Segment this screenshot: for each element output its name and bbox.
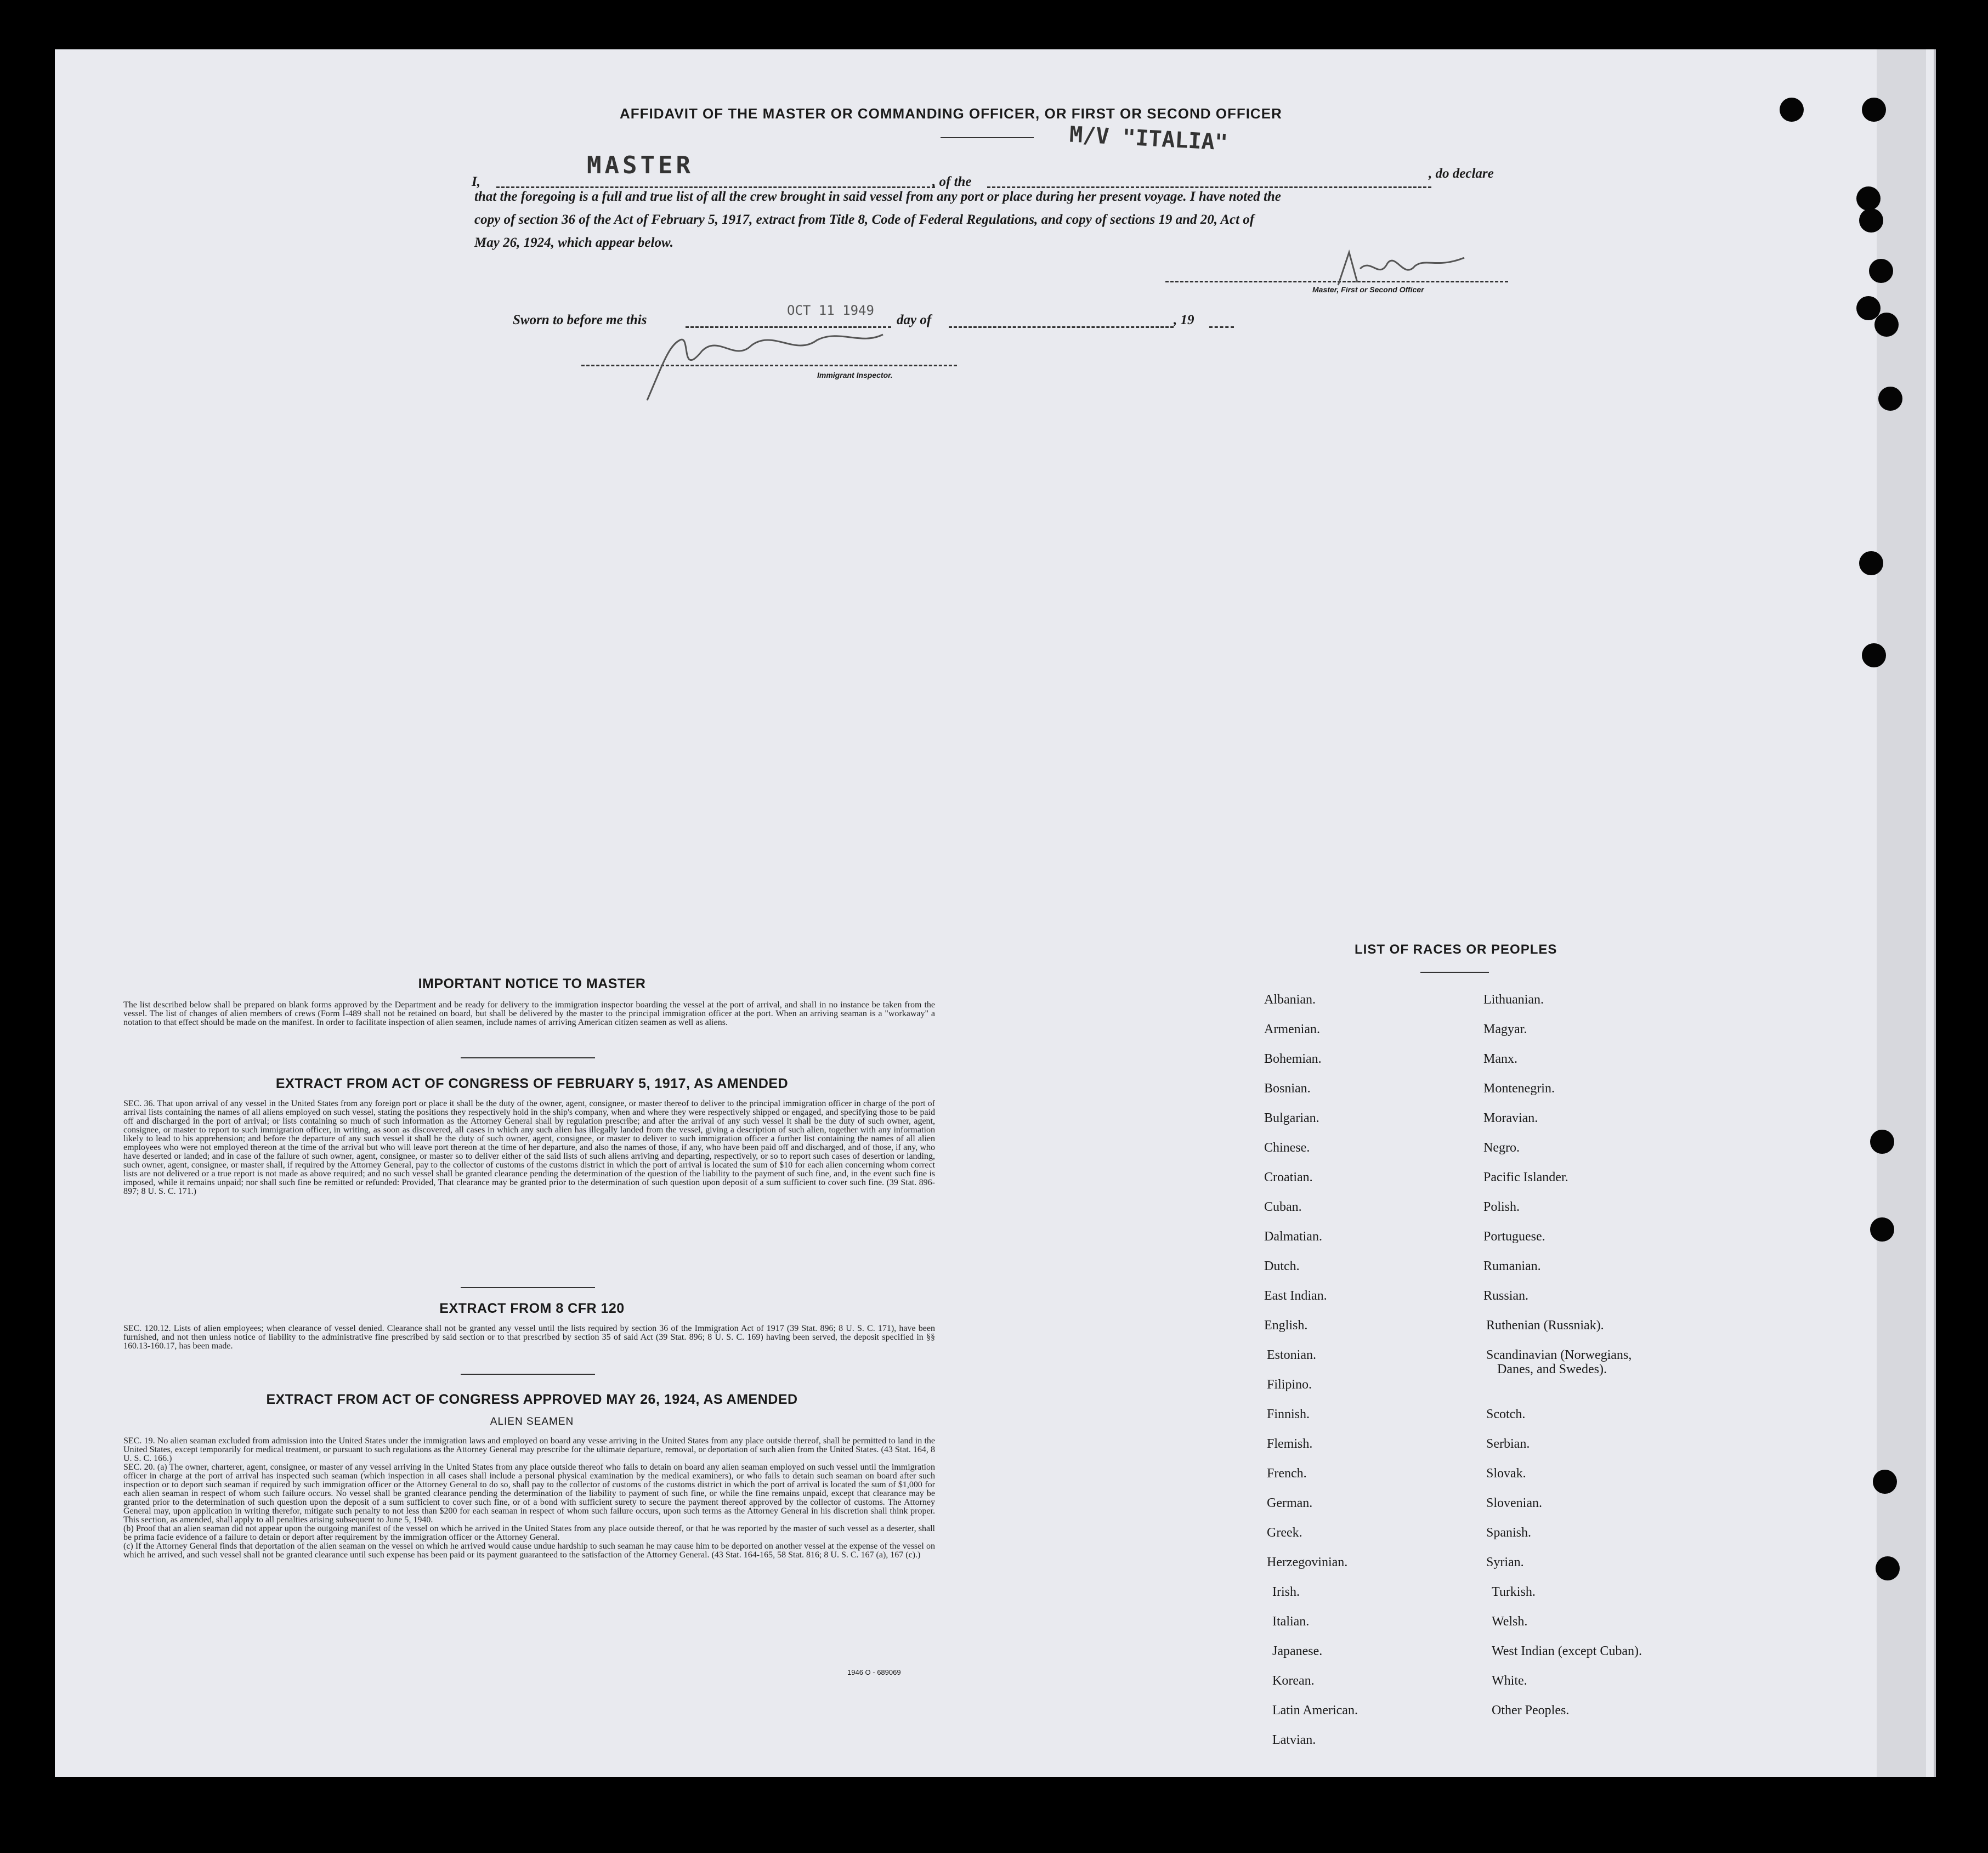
race-item: Spanish. xyxy=(1486,1526,1532,1540)
extract-1917-title: EXTRACT FROM ACT OF CONGRESS OF FEBRUARY 5, 1917, AS AMENDED xyxy=(275,1076,789,1091)
extract-1924-body xyxy=(123,1437,935,1560)
punch-hole xyxy=(1862,643,1886,667)
race-item: Rumanian. xyxy=(1483,1259,1541,1273)
race-item: Scotch. xyxy=(1486,1407,1526,1421)
of-the-label: , of the xyxy=(932,174,972,189)
race-item: Cuban. xyxy=(1264,1200,1302,1214)
race-item: Turkish. xyxy=(1492,1585,1536,1599)
race-item: Chinese. xyxy=(1264,1141,1310,1155)
race-item: East Indian. xyxy=(1264,1289,1327,1303)
race-item: Moravian. xyxy=(1483,1111,1538,1125)
sec-20c-text: (c) If the Attorney General finds that deportation of the alien seaman on the vessel on which he arrived would cause undue hardship to such seaman he may cause him to be deported on another vessel at the expense of the vessel on which he arrived, and such vessel shall not be granted clearance until such expense has been paid or its payment guaranteed to the satisfaction of the Attorney General. (43 Stat. 164-165, 58 Stat. 816; 8 U. S. C. 167 (a), 167 (c).) xyxy=(123,1542,935,1560)
race-item: Latin American. xyxy=(1272,1703,1358,1718)
sworn-label: Sworn to before me this xyxy=(513,313,647,327)
race-item: Scandinavian (Norwegians, xyxy=(1486,1348,1632,1362)
notice-title: IMPORTANT NOTICE TO MASTER xyxy=(418,976,646,991)
race-item: Greek. xyxy=(1267,1526,1302,1540)
race-item: Bosnian. xyxy=(1264,1081,1311,1096)
race-item: West Indian (except Cuban). xyxy=(1492,1644,1642,1658)
race-item: Welsh. xyxy=(1492,1614,1528,1629)
race-item: Negro. xyxy=(1483,1141,1520,1155)
race-item: Dutch. xyxy=(1264,1259,1300,1273)
extract-1924-subtitle: ALIEN SEAMEN xyxy=(490,1416,574,1427)
race-item: Montenegrin. xyxy=(1483,1081,1555,1096)
race-item: Latvian. xyxy=(1272,1733,1316,1747)
punch-hole xyxy=(1856,186,1881,211)
race-item: White. xyxy=(1492,1674,1527,1688)
race-item: Serbian. xyxy=(1486,1437,1530,1451)
declaration-line-4: May 26, 1924, which appear below. xyxy=(474,235,673,250)
inspector-caption: Immigrant Inspector. xyxy=(817,371,893,379)
print-code: 1946 O - 689069 xyxy=(847,1668,901,1676)
race-item: Manx. xyxy=(1483,1052,1517,1066)
race-item: Danes, and Swedes). xyxy=(1497,1362,1607,1376)
punch-hole xyxy=(1780,98,1804,122)
race-item: English. xyxy=(1264,1318,1308,1333)
do-declare-label: , do declare xyxy=(1429,166,1494,181)
i-label: I, xyxy=(472,174,480,189)
race-item: Russian. xyxy=(1483,1289,1529,1303)
punch-hole xyxy=(1873,1470,1897,1494)
race-item: Estonian. xyxy=(1267,1348,1316,1362)
race-item: Polish. xyxy=(1483,1200,1520,1214)
race-item: Armenian. xyxy=(1264,1022,1320,1036)
race-item: Japanese. xyxy=(1272,1644,1323,1658)
race-item: Slovenian. xyxy=(1486,1496,1542,1510)
punch-hole xyxy=(1869,259,1893,283)
race-item: Bohemian. xyxy=(1264,1052,1322,1066)
affidavit-title: AFFIDAVIT OF THE MASTER OR COMMANDING OFFICER, OR FIRST OR SECOND OFFICER xyxy=(620,105,1282,122)
race-item: Filipino. xyxy=(1267,1378,1312,1392)
race-item: Flemish. xyxy=(1267,1437,1313,1451)
races-title: LIST OF RACES OR PEOPLES xyxy=(1355,942,1557,957)
extract-1924-title: EXTRACT FROM ACT OF CONGRESS APPROVED MAY 26, 1924, AS AMENDED xyxy=(266,1392,798,1407)
race-item: Bulgarian. xyxy=(1264,1111,1319,1125)
punch-hole xyxy=(1878,387,1902,411)
race-item: Other Peoples. xyxy=(1492,1703,1570,1718)
race-item: Croatian. xyxy=(1264,1170,1313,1185)
extract-cfr-title: EXTRACT FROM 8 CFR 120 xyxy=(439,1301,625,1316)
punch-hole xyxy=(1862,98,1886,122)
inspector-signature xyxy=(631,313,894,406)
divider xyxy=(461,1374,595,1375)
day-of-label: day of xyxy=(897,313,932,327)
extract-cfr-body: SEC. 120.12. Lists of alien employees; when clearance of vessel denied. Clearance shall not be granted any vessel until the lists required by section 36 of the Immigration Act of 1917 (39 Stat. 896; 8 U. S. C. 171), have been furnished, and not then unless notice of liability to the administrative fine prescribed by said section or to that prescribed by section 35 of said Act (39 Stat. 896; 8 U. S. C. 169) having been served, the deposit specified in §§ 160.13-160.17, has been made. xyxy=(123,1324,935,1351)
signer-caption: Master, First or Second Officer xyxy=(1312,285,1424,294)
declaration-line-2: that the foregoing is a full and true list of all the crew brought in said vessel from any port or place during her present voyage. I have noted the xyxy=(474,189,1281,204)
race-item: Portuguese. xyxy=(1483,1229,1545,1244)
notice-body: The list described below shall be prepared on blank forms approved by the Department and be ready for delivery to the immigration inspector boarding the vessel at the port of arrival, and shall in no instance be taken from the vessel. The list of changes of alien members of crews (Form I-489 shall not be retained on board, but shall be delivered by the master to the principal immigration officer at the port. When an arriving seaman is a "workaway" a notation to that effect should be made on the manifest. In order to facilitate inspection of alien seamen, include names of arriving American citizen seamen as well as aliens. xyxy=(123,1000,935,1027)
race-item: Dalmatian. xyxy=(1264,1229,1322,1244)
race-item: Slovak. xyxy=(1486,1466,1526,1481)
race-item: Irish. xyxy=(1272,1585,1300,1599)
race-item: French. xyxy=(1267,1466,1307,1481)
year-line xyxy=(1209,326,1234,328)
race-item: Herzegovinian. xyxy=(1267,1555,1348,1569)
name-line xyxy=(496,186,935,188)
sec-20a-text: SEC. 20. (a) The owner, charterer, agent, consignee, or master of any vessel arriving in the United States from any place outside thereof who fails to detain on board any alien seaman employed on such vessel until the immigration officer in charge at the port of arrival has inspected such seaman (which inspection in all cases shall include a personal physical examination by the medical examiners), or who fails to detain such seaman on board after such inspection or to deport such seaman if required by such immigration officer or the Attorney General to do so, shall pay to the collector of customs of the customs district in which the port of arrival is located the sum of $1,000 for each alien seaman in respect of whom such failure occurs. No vessel shall be granted clearance pending the determination of the liability to payment of such fine, or while the fine remains unpaid, except that clearance may be granted prior to the determination of such question upon the deposit of a sum sufficient to cover such fine, or of a bond with sufficient surety to secure the payment thereof approved by the collector of customs. The Attorney General may, upon application in writing therefor, mitigate such penalty to not less than $200 for each seaman in respect of whom such failure occurs, upon such terms as the Attorney General in his discretion shall think proper. This section, as amended, shall apply to all penalties arising subsequent to June 5, 1940. xyxy=(123,1463,935,1525)
punch-hole xyxy=(1859,208,1883,233)
vessel-stamp: M/V "ITALIA" xyxy=(1068,122,1228,156)
vessel-line xyxy=(987,186,1431,188)
month-line xyxy=(949,326,1174,328)
race-item: Pacific Islander. xyxy=(1483,1170,1568,1185)
punch-hole xyxy=(1874,313,1899,337)
sec-19-text: SEC. 19. No alien seaman excluded from admission into the United States under the immigration laws and employed on board any vesse arriving in the United States from any place outside thereof, shall be permitted to land in the United States, except temporarily for medical treatment, or pursuant to such regulations as the Attorney General may prescribe for the ultimate departure, removal, or deportation of such alien from the United States. (43 Stat. 164, 8 U. S. C. 166.) xyxy=(123,1436,935,1463)
page-edge xyxy=(1877,49,1926,1777)
declaration-line-3: copy of section 36 of the Act of February 5, 1917, extract from Title 8, Code of Federal Regulations, and copy of sections 19 and 20, Act of xyxy=(474,212,1255,227)
race-item: Magyar. xyxy=(1483,1022,1527,1036)
race-item: Syrian. xyxy=(1486,1555,1524,1569)
race-item: Korean. xyxy=(1272,1674,1315,1688)
extract-1917-body: SEC. 36. That upon arrival of any vessel in the United States from any foreign port or place it shall be the duty of the owner, agent, consignee, or master thereof to deliver to the principal immigration officer in charge of the port of arrival lists containing the names of all aliens employed on such vessel, stating the positions they respectively hold in the ship's company, when and where they were respectively shipped or engaged, and specifying those to be paid off and discharged in the port of arrival; or lists containing so much of such information as the Attorney General shall by regulation prescribe; and after the arrival of any such vessel it shall be the duty of such owner, agent, consignee, or master to report to such immigration officer, in writing, as soon as discovered, all cases in which any such alien has illegally landed from the vessel, giving a description of such alien, together with any information likely to lead to his apprehension; and before the departure of any such vessel it shall be the duty of such owner, agent, consignee, or master to deliver to such immigration officer a further list containing the names of all alien employees who were not employed thereon at the time of the arrival but who will leave port thereon at the time of her departure, and also the names of those, if any, who have been paid off and discharged, and of those, if any, who have deserted or landed; and in case of the failure of such owner, agent, consignee, or master so to deliver either of the said lists of such aliens arriving and departing, respectively, or so to report such cases of desertion or landing, such owner, agent, consignee, or master shall, if required by the Attorney General, pay to the collector of customs of the customs district in which the port of arrival is located the sum of $10 for each alien concerning whom correct lists are not delivered or a true report is not made as above required; and no such vessel shall be granted clearance pending the determination of the question of the liability to the payment of such fine, and, in the event such fine is imposed, while it remains unpaid; nor shall such fine be remitted or refunded: Provided, That clearance may be granted prior to the determination of such question upon deposit of a sum sufficient to cover such fine. (39 Stat. 896-897; 8 U. S. C. 171.) xyxy=(123,1099,935,1196)
sec-20b-text: (b) Proof that an alien seaman did not appear upon the outgoing manifest of the vessel on which he arrived in the United States from any place outside thereof, or that he was reported by the master of such vessel as a deserter, shall be prima facie evidence of a failure to detain or deport after requirement by the immigration officer or the Attorney General. xyxy=(123,1524,935,1542)
race-item: Lithuanian. xyxy=(1483,993,1544,1007)
punch-hole xyxy=(1876,1556,1900,1580)
name-stamp: MASTER xyxy=(587,151,694,179)
race-item: Finnish. xyxy=(1267,1407,1310,1421)
race-item: Albanian. xyxy=(1264,993,1316,1007)
divider xyxy=(461,1057,595,1058)
race-item: Italian. xyxy=(1272,1614,1310,1629)
punch-hole xyxy=(1870,1130,1894,1154)
year-prefix: , 19 xyxy=(1174,313,1194,327)
punch-hole xyxy=(1859,551,1883,575)
races-rule xyxy=(1420,972,1489,973)
date-stamp: OCT 11 1949 xyxy=(787,303,874,318)
punch-hole xyxy=(1870,1217,1894,1242)
race-item: German. xyxy=(1267,1496,1313,1510)
race-item: Ruthenian (Russniak). xyxy=(1486,1318,1604,1333)
divider xyxy=(461,1287,595,1288)
title-rule xyxy=(941,137,1034,138)
